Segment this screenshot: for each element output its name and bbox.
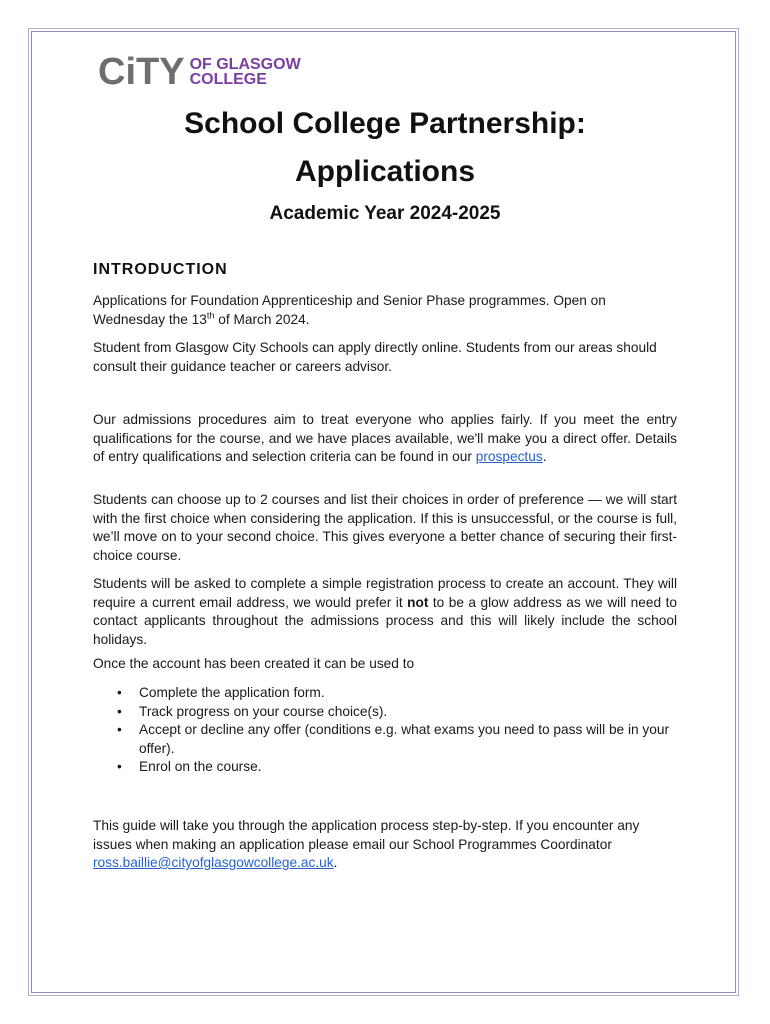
p5-text: Students will be asked to complete a simple registration process to create an account. They will require a current email address, we would prefer it [93, 576, 677, 610]
list-item: • Accept or decline any offer (conditions e.g. what exams you need to pass will be in your offer). [117, 721, 677, 758]
course-choice-paragraph: Students can choose up to 2 courses and list their choices in order of preference — we will start with the first choice when considering the application. If this is unsuccessful, or the course is full, we’ll move on to your second choice. This gives everyone a better chance of securing their first-choice course. [93, 492, 677, 563]
p1-superscript: th [206, 309, 215, 320]
account-usage-list [117, 684, 677, 777]
introduction-heading: INTRODUCTION [93, 261, 228, 278]
list-item: • Complete the application form. [117, 684, 677, 703]
logo-of-glasgow: OF GLASGOW [189, 56, 301, 73]
coordinator-email-link[interactable]: ross.baillie@cityofglasgowcollege.ac.uk [93, 855, 334, 870]
p5-text-end: to be a glow address as we will need to contact applicants throughout the admissions process and this will likely include the school holidays. [93, 594, 678, 647]
p3-text: Our admissions procedures aim to treat everyone who applies fairly. If you meet the entry qualifications for the course, and we have places available, we'll make you a direct offer. Details of entry qualifications and selection criteria can be found in our [93, 412, 677, 464]
p7-text: This guide will take you through the application process step-by-step. If you encounter any issues when making an application please email our School Programmes Coordinator [93, 818, 640, 852]
admissions-paragraph [93, 411, 677, 467]
intro-paragraph-2: Student from Glasgow City Schools can apply directly online. Students from our areas should consult their guidance teacher or careers advisor. [93, 340, 657, 374]
page-title-line-2: Applications [294, 155, 475, 188]
academic-year-subtitle: Academic Year 2024-2025 [269, 203, 501, 224]
contact-paragraph [93, 817, 677, 873]
prospectus-link[interactable]: prospectus [475, 449, 543, 464]
p1-text: Applications for Foundation Apprenticeship and Senior Phase programmes. Open on Wednesday the 13 [93, 293, 606, 327]
page-title-line-1: School College Partnership: [184, 107, 586, 140]
registration-paragraph [93, 575, 677, 649]
college-logo [98, 52, 301, 92]
p7-text-end: . [333, 855, 338, 870]
list-item: • Track progress on your course choice(s). [117, 703, 677, 722]
p1-text-end: of March 2024. [214, 311, 310, 327]
p3-text-end: . [542, 449, 547, 464]
account-usage-paragraph: Once the account has been created it can be used to [93, 656, 415, 671]
logo-subtext [190, 57, 301, 87]
logo-city-text: CiTY [98, 51, 185, 93]
list-item: • Enrol on the course. [117, 758, 677, 777]
intro-paragraph-1 [93, 292, 677, 329]
logo-college: COLLEGE [189, 71, 267, 88]
p5-bold-not: not [407, 594, 429, 610]
